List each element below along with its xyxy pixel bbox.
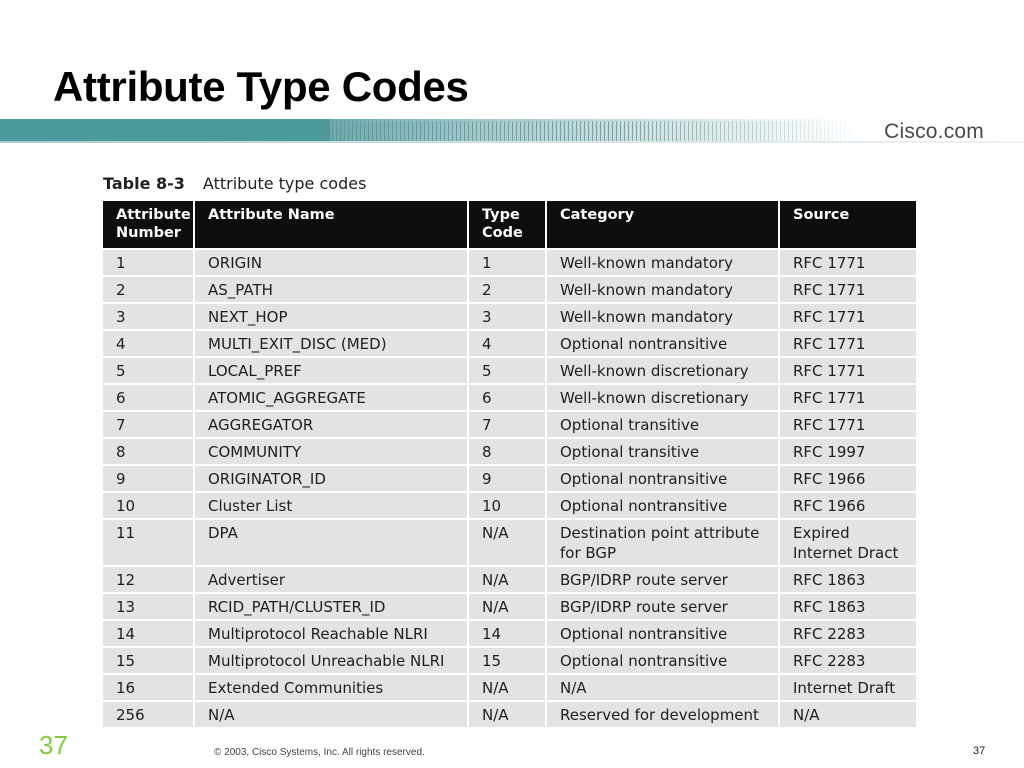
cell-type-code: N/A — [468, 701, 546, 727]
cell-attribute-name: Multiprotocol Reachable NLRI — [194, 620, 468, 647]
header-attribute-name: Attribute Name — [194, 201, 468, 249]
cell-category: Optional transitive — [546, 438, 779, 465]
table-row — [103, 593, 916, 620]
cell-attribute-name: Advertiser — [194, 566, 468, 593]
cell-attribute-name: NEXT_HOP — [194, 303, 468, 330]
table-row — [103, 330, 916, 357]
page-number: 37 — [973, 745, 986, 757]
cell-type-code: 4 — [468, 330, 546, 357]
cell-type-code: N/A — [468, 519, 546, 566]
cell-type-code: 14 — [468, 620, 546, 647]
cell-type-code: 8 — [468, 438, 546, 465]
header-source: Source — [779, 201, 916, 249]
cell-attribute-name: LOCAL_PREF — [194, 357, 468, 384]
cell-source: RFC 1966 — [779, 465, 916, 492]
cell-attribute-name: AGGREGATOR — [194, 411, 468, 438]
cell-category: BGP/IDRP route server — [546, 593, 779, 620]
cell-type-code: 3 — [468, 303, 546, 330]
table-row — [103, 465, 916, 492]
cell-source: N/A — [779, 701, 916, 727]
table-row — [103, 701, 916, 727]
table-row — [103, 303, 916, 330]
attribute-type-codes-table — [103, 201, 916, 727]
cell-category: Well-known mandatory — [546, 249, 779, 276]
cell-category: BGP/IDRP route server — [546, 566, 779, 593]
table-row — [103, 566, 916, 593]
copyright-notice: © 2003, Cisco Systems, Inc. All rights reserved. — [214, 747, 425, 758]
table-row — [103, 647, 916, 674]
header-banner — [0, 119, 1024, 145]
cell-attribute-number: 5 — [103, 357, 194, 384]
header-attribute-number: Attribute Number — [103, 201, 194, 249]
cell-attribute-number: 1 — [103, 249, 194, 276]
cell-category: Well-known discretionary — [546, 357, 779, 384]
table-row — [103, 384, 916, 411]
cell-attribute-number: 16 — [103, 674, 194, 701]
cell-category: Optional nontransitive — [546, 465, 779, 492]
cell-attribute-name: ORIGIN — [194, 249, 468, 276]
cell-attribute-number: 4 — [103, 330, 194, 357]
cell-attribute-number: 13 — [103, 593, 194, 620]
cell-source: RFC 1771 — [779, 330, 916, 357]
cell-source: RFC 1771 — [779, 384, 916, 411]
cell-attribute-number: 15 — [103, 647, 194, 674]
cell-attribute-number: 8 — [103, 438, 194, 465]
cell-type-code: 2 — [468, 276, 546, 303]
slide-title: Attribute Type Codes — [53, 63, 469, 110]
cell-category: N/A — [546, 674, 779, 701]
cell-source: RFC 2283 — [779, 620, 916, 647]
cell-attribute-number: 11 — [103, 519, 194, 566]
cell-attribute-number: 10 — [103, 492, 194, 519]
cell-category: Optional nontransitive — [546, 492, 779, 519]
banner-underline — [0, 141, 1024, 143]
cell-attribute-number: 9 — [103, 465, 194, 492]
slide-number: 37 — [39, 730, 68, 760]
cell-attribute-name: ATOMIC_AGGREGATE — [194, 384, 468, 411]
cell-type-code: 6 — [468, 384, 546, 411]
cisco-brand-logo: Cisco.com — [884, 120, 984, 143]
cell-attribute-name: RCID_PATH/CLUSTER_ID — [194, 593, 468, 620]
cell-attribute-name: MULTI_EXIT_DISC (MED) — [194, 330, 468, 357]
cell-type-code: 15 — [468, 647, 546, 674]
cell-category: Optional nontransitive — [546, 620, 779, 647]
cell-type-code: N/A — [468, 674, 546, 701]
cell-type-code: N/A — [468, 566, 546, 593]
cell-category: Well-known mandatory — [546, 276, 779, 303]
cell-source: RFC 1771 — [779, 411, 916, 438]
cell-source: RFC 1997 — [779, 438, 916, 465]
table-row — [103, 674, 916, 701]
cell-source: Internet Draft — [779, 674, 916, 701]
cell-category: Optional nontransitive — [546, 647, 779, 674]
table-row — [103, 276, 916, 303]
table-row — [103, 519, 916, 566]
cell-attribute-name: Cluster List — [194, 492, 468, 519]
cell-category: Optional nontransitive — [546, 330, 779, 357]
cell-type-code: 7 — [468, 411, 546, 438]
cell-source: RFC 1771 — [779, 303, 916, 330]
cell-source: Expired Internet Dract — [779, 519, 916, 566]
cell-type-code: 1 — [468, 249, 546, 276]
cell-type-code: 5 — [468, 357, 546, 384]
cell-category: Well-known mandatory — [546, 303, 779, 330]
cell-attribute-name: DPA — [194, 519, 468, 566]
table-row — [103, 249, 916, 276]
table-caption — [103, 174, 366, 193]
cell-attribute-number: 14 — [103, 620, 194, 647]
cell-source: RFC 1966 — [779, 492, 916, 519]
cell-attribute-number: 7 — [103, 411, 194, 438]
cell-category: Optional transitive — [546, 411, 779, 438]
cell-category: Reserved for development — [546, 701, 779, 727]
cell-source: RFC 1863 — [779, 566, 916, 593]
cell-attribute-name: Extended Communities — [194, 674, 468, 701]
banner-stripes — [320, 121, 860, 141]
cell-attribute-number: 6 — [103, 384, 194, 411]
header-category: Category — [546, 201, 779, 249]
cell-source: RFC 2283 — [779, 647, 916, 674]
cell-attribute-name: N/A — [194, 701, 468, 727]
cell-attribute-name: AS_PATH — [194, 276, 468, 303]
cell-source: RFC 1771 — [779, 276, 916, 303]
table-caption-text: Attribute type codes — [202, 174, 367, 193]
cell-source: RFC 1771 — [779, 357, 916, 384]
cell-attribute-name: ORIGINATOR_ID — [194, 465, 468, 492]
table-row — [103, 492, 916, 519]
cell-attribute-number: 3 — [103, 303, 194, 330]
cell-source: RFC 1863 — [779, 593, 916, 620]
cell-type-code: N/A — [468, 593, 546, 620]
cell-attribute-number: 12 — [103, 566, 194, 593]
table-header-row — [103, 201, 916, 249]
cell-category: Destination point attribute for BGP — [546, 519, 779, 566]
table-caption-number: Table 8-3 — [103, 174, 185, 193]
header-type-code: Type Code — [468, 201, 546, 249]
table-row — [103, 438, 916, 465]
table-row — [103, 411, 916, 438]
cell-attribute-number: 256 — [103, 701, 194, 727]
table-row — [103, 357, 916, 384]
cell-attribute-name: COMMUNITY — [194, 438, 468, 465]
cell-type-code: 9 — [468, 465, 546, 492]
table-row — [103, 620, 916, 647]
cell-attribute-number: 2 — [103, 276, 194, 303]
cell-source: RFC 1771 — [779, 249, 916, 276]
cell-attribute-name: Multiprotocol Unreachable NLRI — [194, 647, 468, 674]
cell-type-code: 10 — [468, 492, 546, 519]
cell-category: Well-known discretionary — [546, 384, 779, 411]
